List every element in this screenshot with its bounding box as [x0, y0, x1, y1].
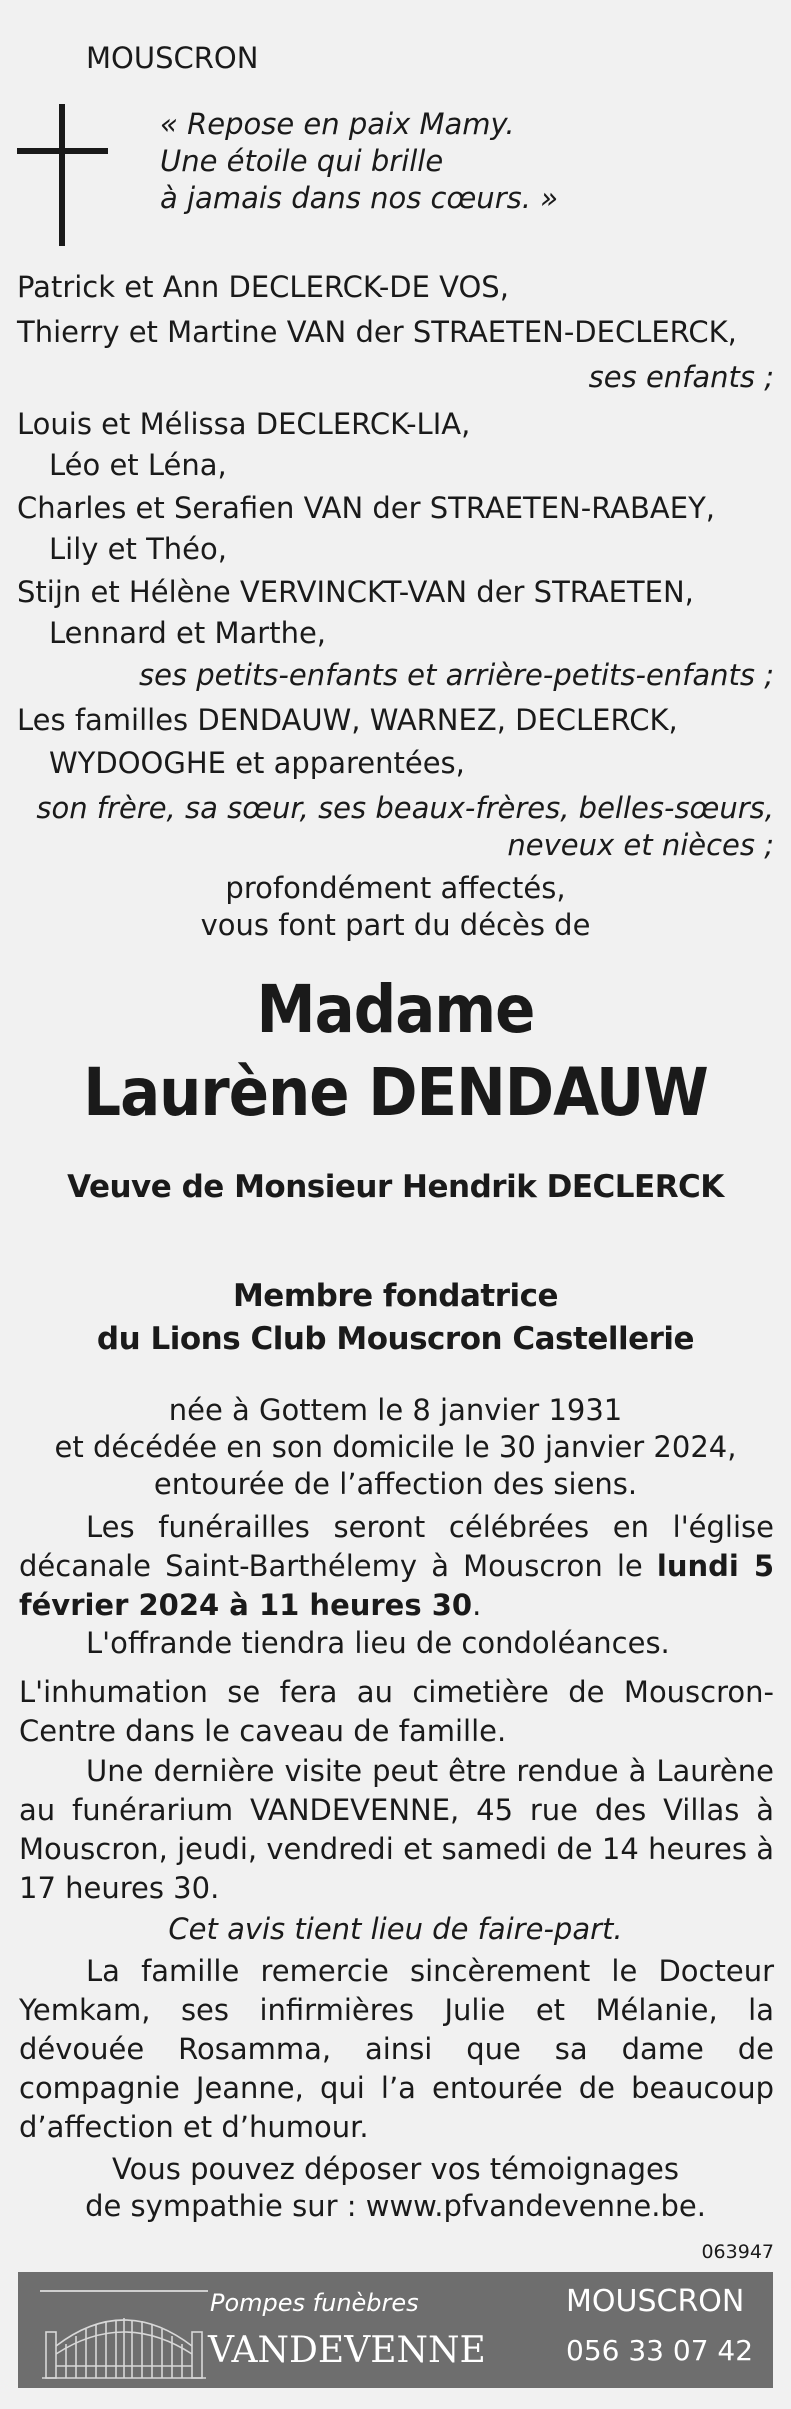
- funeral-text: Les funérailles seront célébrées en l'église décanale Saint-Barthélemy à Mouscron le: [19, 1510, 774, 1583]
- banner-brand: VANDEVENNE: [208, 2330, 486, 2371]
- family-line: Léo et Léna,: [49, 448, 227, 482]
- family-line: WYDOOGHE et apparentées,: [49, 746, 465, 780]
- funeral-date: lundi 5 février 2024 à 11 heures 30: [19, 1549, 774, 1622]
- family-role: ses enfants ;: [588, 360, 774, 394]
- thanks-paragraph: [19, 1952, 774, 2147]
- dates-line: née à Gottem le 8 janvier 1931: [168, 1393, 623, 1427]
- family-line: Louis et Mélissa DECLERCK-LIA,: [17, 407, 471, 441]
- visit-text: Une dernière visite peut être rendue à Laurène au funérarium VANDEVENNE, 45 rue des Villas à Mouscron, jeudi, vendredi et samedi de 14 heures à 17 heures 30.: [19, 1754, 774, 1905]
- notice-line: Cet avis tient lieu de faire-part.: [168, 1912, 623, 1946]
- offering-paragraph: [19, 1624, 774, 1663]
- family-line: Stijn et Hélène VERVINCKT-VAN der STRAETEN,: [17, 575, 694, 609]
- epitaph-line: à jamais dans nos cœurs. »: [160, 181, 559, 215]
- family-role: ses petits-enfants et arrière-petits-enfants ;: [138, 658, 774, 692]
- dates-line: et décédée en son domicile le 30 janvier 2024,: [54, 1430, 737, 1464]
- funeral-paragraph: [19, 1508, 774, 1625]
- city-header: MOUSCRON: [86, 41, 259, 75]
- reference-number: 063947: [701, 2241, 774, 2263]
- family-role: neveux et nièces ;: [507, 828, 774, 862]
- deceased-title: Madame: [256, 971, 535, 1048]
- funeral-end: .: [472, 1588, 482, 1622]
- banner-tagline: Pompes funèbres: [210, 2289, 419, 2317]
- dates-line: entourée de l’affection des siens.: [153, 1467, 638, 1501]
- family-line: Patrick et Ann DECLERCK-DE VOS,: [17, 270, 509, 304]
- deceased-name: Laurène DENDAUW: [83, 1054, 708, 1131]
- banner-phone: 056 33 07 42: [566, 2334, 754, 2367]
- epitaph-line: Une étoile qui brille: [160, 144, 444, 178]
- family-line: Charles et Serafien VAN der STRAETEN-RABAEY,: [17, 491, 716, 525]
- thanks-text: La famille remercie sincèrement le Docteur Yemkam, ses infirmières Julie et Mélanie, la dévouée Rosamma, ainsi que sa dame de compagnie Jeanne, qui l’a entourée de beaucoup d’affection et d’humour.: [19, 1954, 774, 2144]
- membership-line: Membre fondatrice: [232, 1278, 559, 1314]
- family-role: son frère, sa sœur, ses beaux-frères, belles-sœurs,: [36, 791, 774, 825]
- funeral-home-banner: [18, 2272, 773, 2388]
- membership-line: du Lions Club Mouscron Castellerie: [96, 1321, 695, 1357]
- widow-of: Veuve de Monsieur Hendrik DECLERCK: [67, 1169, 724, 1205]
- announcement-line: vous font part du décès de: [200, 908, 591, 942]
- family-line: Thierry et Martine VAN der STRAETEN-DECLERCK,: [17, 315, 737, 349]
- condolences-line: de sympathie sur : www.pfvandevenne.be.: [85, 2189, 706, 2223]
- banner-city: MOUSCRON: [566, 2284, 745, 2319]
- epitaph-line: « Repose en paix Mamy.: [160, 107, 515, 141]
- condolences-line: Vous pouvez déposer vos témoignages: [112, 2152, 679, 2186]
- family-line: Les familles DENDAUW, WARNEZ, DECLERCK,: [17, 703, 678, 737]
- offering-text: L'offrande tiendra lieu de condoléances.: [86, 1626, 670, 1660]
- family-line: Lennard et Marthe,: [49, 616, 327, 650]
- gate-icon: [40, 2296, 208, 2382]
- visit-paragraph: [19, 1752, 774, 1908]
- banner-rule: [40, 2290, 208, 2292]
- burial-paragraph: [19, 1673, 774, 1751]
- family-line: Lily et Théo,: [49, 532, 227, 566]
- burial-text: L'inhumation se fera au cimetière de Mouscron-Centre dans le caveau de famille.: [19, 1675, 774, 1748]
- announcement-line: profondément affectés,: [225, 871, 566, 905]
